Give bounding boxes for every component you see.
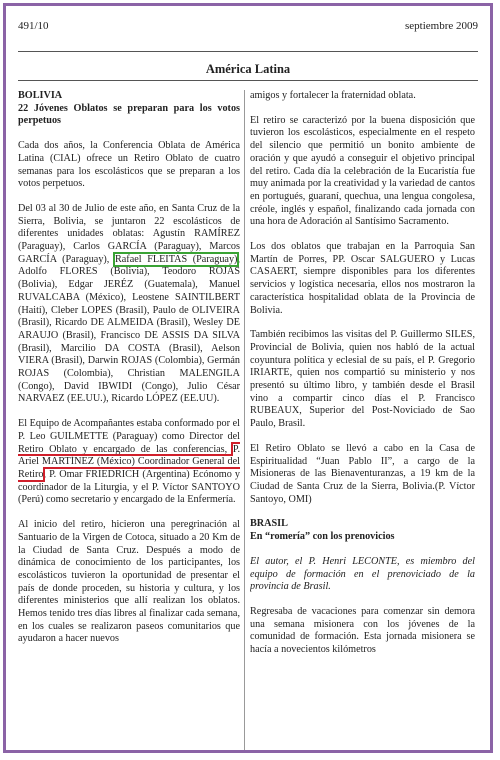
paragraph-visits: También recibimos las visitas del P. Guillermo SILES, Provincial de Bolivia, quien nos habló de la actual coyuntura política y eclesial de su país, el P. Gregorio IRIARTE, quien nos compartió su ministerio y nos presentó su último libro, y también desde el Brasil vino a compartir cinco días el P. Francisco RUBEAUX, Superior del Post-Noviciado de Sao Paulo, Brasil. bbox=[250, 329, 475, 430]
page-header bbox=[18, 20, 478, 36]
column-divider bbox=[244, 90, 245, 750]
paragraph-team bbox=[18, 418, 240, 507]
section-rule bbox=[18, 80, 478, 81]
highlight-red-name: P. Ariel MARTÍNEZ (México) Coordinador General del Retiro bbox=[18, 443, 240, 480]
paragraph-pilgrimage: Al inicio del retiro, hicieron una peregrinación al Santuario de la Virgen de Cotoca, situado a 20 Km de la Ciudad de Santa Cruz. Después a modo de dinámica de conocimiento de los participantes, los escolásticos tuvieron la oportunidad de presentar el país de donde proceden, su historia y cultura, y los diferentes ministerios que allí realizan los oblatos. Hemos tenido tres días libres al finalizar cada semana, en los cuales se realizaron paseos comunitarios que ayudaron a hacer nuevos bbox=[18, 519, 240, 645]
article-title-bolivia: 22 Jóvenes Oblatos se preparan para los votos perpetuos bbox=[18, 102, 240, 127]
participants-text-b: , Adolfo FLORES (Bolivia), Teodoro ROJAS (Bolivia), Edgar JERÉZ (Guatemala), Manuel RUVALCABA (México), Leostene SAINTILBERT (Haití), Cleber LOPES (Brasil), Paulo de OLIVEIRA (Brasil), Ricardo DE ALMEIDA (Brasil), Wesley DE ARAUJO (Brasil), Francisco DE ASSIS DA SILVA (Brasil), Marcilio DA COSTA (Brasil), Aelson VIERA (Brasil), Darwin ROJAS (Colombia), Germán ROJAS (Colombia), Christian MALENGILA (Congo), David IBWIDI (Congo), Julio César NARVAEZ (EE.UU.), Ricardo LÓPEZ (EE.UU). bbox=[18, 253, 240, 405]
participants-text-a: Del 03 al 30 de Julio de este año, en Santa Cruz de la Sierra, Bolivia, se juntaron 22 escolásticos de diferentes unidades oblatas: Agustín RAMÍREZ (Paraguay), Carlos GARCÍA (Paraguay), Marcos GARCÍA (Paraguay), bbox=[18, 202, 240, 265]
paragraph-mission: Regresaba de vacaciones para comenzar sin demora una semana misionera con los jóvenes de la comunidad de formación. Esta jornada misionera se hacía a novecientos kilómetros bbox=[250, 605, 475, 656]
paragraph-continuation: amigos y fortalecer la fraternidad oblata. bbox=[250, 90, 416, 101]
issue-number: 491/10 bbox=[18, 20, 49, 32]
column-right bbox=[250, 90, 475, 750]
country-heading-brasil: BRASIL bbox=[250, 518, 288, 530]
country-heading-bolivia: BOLIVIA bbox=[18, 90, 63, 101]
page-frame bbox=[3, 3, 493, 753]
paragraph-parish: Los dos oblatos que trabajan en la Parroquia San Martín de Porres, PP. Oscar SALGUERO y Lucas CASAERT, siempre disponibles para los diferentes servicios y logística necesaria, ellos nos mostraron la característica hospitalidad oblata de la Provincia de Bolivia. bbox=[250, 241, 475, 316]
paragraph-participants bbox=[18, 203, 240, 406]
header-rule bbox=[18, 51, 478, 52]
article-title-brasil: En “romería” con los prenovicios bbox=[250, 531, 395, 543]
team-text-b: , P. Omar FRIEDRICH (Argentina) Ecónomo y coordinador de la Liturgia, y el P. Víctor SANTOYO (Perú) como secretario y encargado de la Enfermería. bbox=[18, 468, 240, 506]
team-text-a: El Equipo de Acompañantes estaba conformado por el P. Leo GUILMETTE (Paraguay) como Director del Retiro Oblato y encargado de las conferencias, bbox=[18, 418, 240, 455]
column-left bbox=[18, 90, 240, 750]
paragraph-retreat: El retiro se caracterizó por la buena disposición que tuvieron los escolásticos, especialmente en el respeto del silencio que permitió un bonito ambiente de oración y que ayudó a conseguir el objetivo principal del retiro. Cada día la celebración de la Eucaristía fue muy animada por la creatividad y la variedad de cantos en portugués, guaraní, quechua, una lengua congolesa, créole, inglés y español, finalizando cada jornada con una hora de Adoración al Santísimo Sacramento. bbox=[250, 114, 475, 228]
paragraph-intro: Cada dos años, la Conferencia Oblata de América Latina (CIAL) ofrece un Retiro Oblato de cuatro semanas para los escolásticos que se preparan a los votos perpetuos. bbox=[18, 140, 240, 190]
section-title: América Latina bbox=[205, 62, 291, 76]
paragraph-location: El Retiro Oblato se llevó a cabo en la Casa de Espiritualidad “Juan Pablo II”, a cargo de la Misioneras de las Bienaventuranzas, a 19 km de la Ciudad de Santa Cruz de la Sierra, Bolivia.(P. Víctor Santoyo, OMI) bbox=[250, 442, 475, 505]
highlight-green-name: Rafael FLEITAS (Paraguay) bbox=[114, 253, 238, 265]
author-intro: El autor, el P. Henri LECONTE, es miembro del equipo de formación en el prenoviciado de la provincia de Brasil. bbox=[250, 555, 475, 593]
issue-date: septiembre 2009 bbox=[404, 20, 478, 32]
